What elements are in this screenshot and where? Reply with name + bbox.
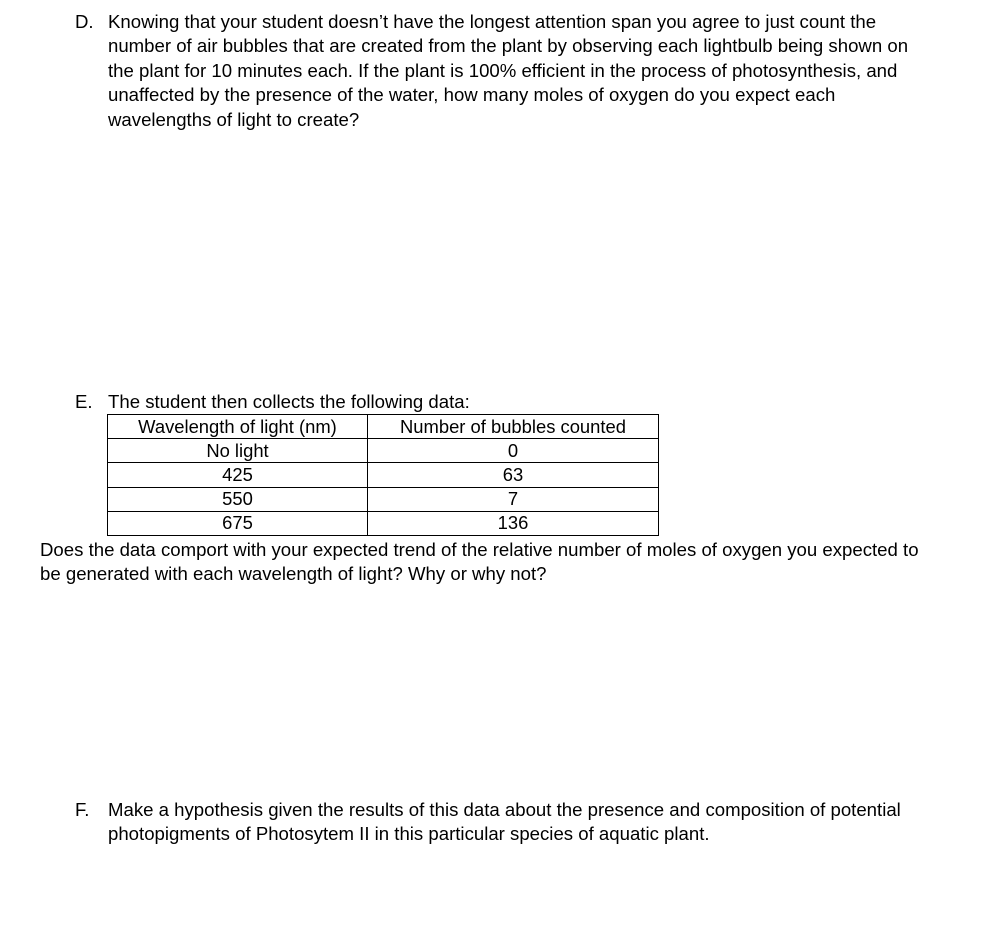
table-cell-wavelength: 675 [108, 511, 368, 535]
table-cell-wavelength: No light [108, 439, 368, 463]
question-e-letter: E. [75, 391, 93, 412]
bubble-data-table [107, 414, 659, 536]
table-cell-wavelength: 425 [108, 463, 368, 487]
table-row [108, 439, 659, 463]
table-header-row [108, 415, 659, 439]
table-cell-bubbles: 63 [368, 463, 659, 487]
table-row [108, 511, 659, 535]
question-e-followup: Does the data comport with your expected trend of the relative number of moles of oxygen you expected to be generated with each wavelength of light? Why or why not? [40, 539, 919, 585]
table-cell-bubbles: 0 [368, 439, 659, 463]
table-cell-wavelength: 550 [108, 487, 368, 511]
table-cell-bubbles: 7 [368, 487, 659, 511]
question-d-text: Knowing that your student doesn’t have the longest attention span you agree to just count the number of air bubbles that are created from the plant by observing each lightbulb being shown on the plant for 10 minutes each. If the plant is 100% efficient in the process of photosynthesis, and unaffected by the presence of the water, how many moles of oxygen do you expect each wavelengths of light to create? [108, 11, 909, 130]
question-e-intro: The student then collects the following data: [108, 391, 470, 412]
table-row [108, 487, 659, 511]
question-d-letter: D. [75, 11, 94, 32]
table-row [108, 463, 659, 487]
table-header-wavelength: Wavelength of light (nm) [108, 415, 368, 439]
question-f-letter: F. [75, 799, 90, 820]
table-cell-bubbles: 136 [368, 511, 659, 535]
question-f-text: Make a hypothesis given the results of this data about the presence and composition of potential photopigments of Photosytem II in this particular species of aquatic plant. [108, 799, 901, 845]
table-header-bubbles: Number of bubbles counted [368, 415, 659, 439]
